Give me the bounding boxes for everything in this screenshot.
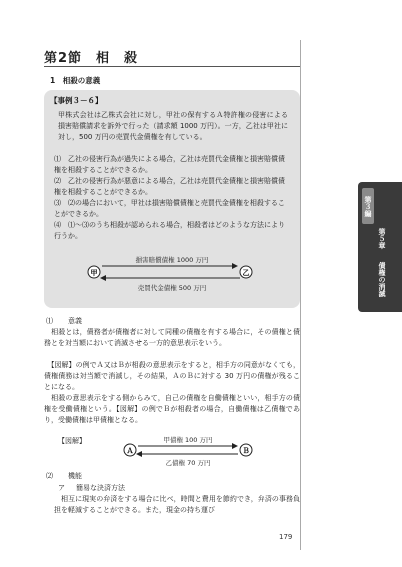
function-sub-heading: 簡易な決済方法 <box>76 484 125 492</box>
arrowhead-right-icon <box>232 443 238 449</box>
function-heading: 機能 <box>68 472 82 480</box>
margin-rule <box>300 40 301 550</box>
party-left-label: Ａ <box>126 447 134 455</box>
party-left-label: 甲 <box>90 269 98 277</box>
arrowhead-left-icon <box>136 451 142 457</box>
section-title: 第2節 相 殺 <box>44 51 139 66</box>
function-paragraph-1: 相互に現実の弁済をする場合に比べ，時間と費用を節約でき，弁済の事務負担を軽減することができる。また，現金の持ち運び <box>54 495 300 514</box>
function-sub-number: ア <box>58 484 65 492</box>
diagram-top-label: 損害賠償債権 1000 万円 <box>135 256 209 264</box>
meaning-heading: 意義 <box>68 317 82 325</box>
case-question <box>54 220 290 242</box>
arrowhead-left-icon <box>100 275 106 281</box>
meaning-paragraph-3: 相殺の意思表示をする側からみて，自己の債権を自働債権といい，相手方の債権を受働債権という。【図解】の例でＢが相殺者の場合，自働債権は乙債権であり，受働債権は甲債権となる。 <box>44 394 300 424</box>
case-diagram <box>44 248 300 308</box>
meaning-paragraph-1: 相殺とは，債務者が債権者に対して同種の債権を有する場合に，その債権と債務とを対当額において消滅させる一方的意思表示をいう。 <box>44 328 300 347</box>
meaning-paragraph-2: 【図解】の例でＡ又はＢが相殺の意思表示をすると，相手方の同意がなくても，債権債務は対当額で消滅し，その結果，ＡのＢに対する 30 万円の債権が残ることになる。 <box>44 361 300 391</box>
question-text: 乙社の侵害行為が悪意による場合，乙社は売買代金債権と損害賠償債権を相殺することができるか。 <box>54 177 285 196</box>
side-tab-chapter: 第５章 <box>378 228 386 249</box>
case-question <box>54 176 290 198</box>
case-box <box>44 90 300 308</box>
question-number: ⑶ <box>54 199 61 207</box>
figure-label: 【図解】 <box>58 437 86 445</box>
side-tab-part: 第３編 <box>362 188 374 224</box>
arrowhead-right-icon <box>232 263 238 269</box>
side-tab-title: 債権の消滅 <box>378 262 386 297</box>
party-right-label: 乙 <box>242 269 250 277</box>
case-tag: 【事例３－６】 <box>50 96 103 105</box>
diagram-bottom-label: 売買代金債権 500 万円 <box>137 284 207 292</box>
case-question <box>54 198 290 220</box>
title-rule <box>44 66 300 67</box>
page-number: 179 <box>279 533 293 541</box>
diagram-top-label: 甲債権 100 万円 <box>163 436 213 444</box>
question-number: ⑴ <box>54 155 61 163</box>
question-text: 乙社の侵害行為が過失による場合，乙社は売買代金債権と損害賠償債権を相殺することができるか。 <box>54 155 285 174</box>
question-text: ⑴～⑶のうち相殺が認められる場合，相殺者はどのような方法により行うか。 <box>54 221 285 240</box>
function-number: ⑵ <box>46 472 53 480</box>
meaning-number: ⑴ <box>46 317 53 325</box>
case-body: 甲株式会社は乙株式会社に対し，甲社の保有するＡ特許権の侵害による損害賠償請求を訴外で行った（請求額 1000 万円）。一方，乙社は甲社に対し，500 万円の売買代金債権を有している。 <box>58 111 288 141</box>
party-right-label: Ｂ <box>242 447 250 455</box>
case-question <box>54 154 290 176</box>
question-number: ⑷ <box>54 221 61 229</box>
diagram-bottom-label: 乙債権 70 万円 <box>165 459 211 467</box>
illustration-diagram <box>110 434 270 468</box>
question-text: ⑵の場合において，甲社は損害賠償債権と売買代金債権を相殺することができるか。 <box>54 199 285 218</box>
question-number: ⑵ <box>54 177 61 185</box>
subsection-heading: 1 相殺の意義 <box>50 76 101 85</box>
chapter-side-tab <box>358 182 402 312</box>
